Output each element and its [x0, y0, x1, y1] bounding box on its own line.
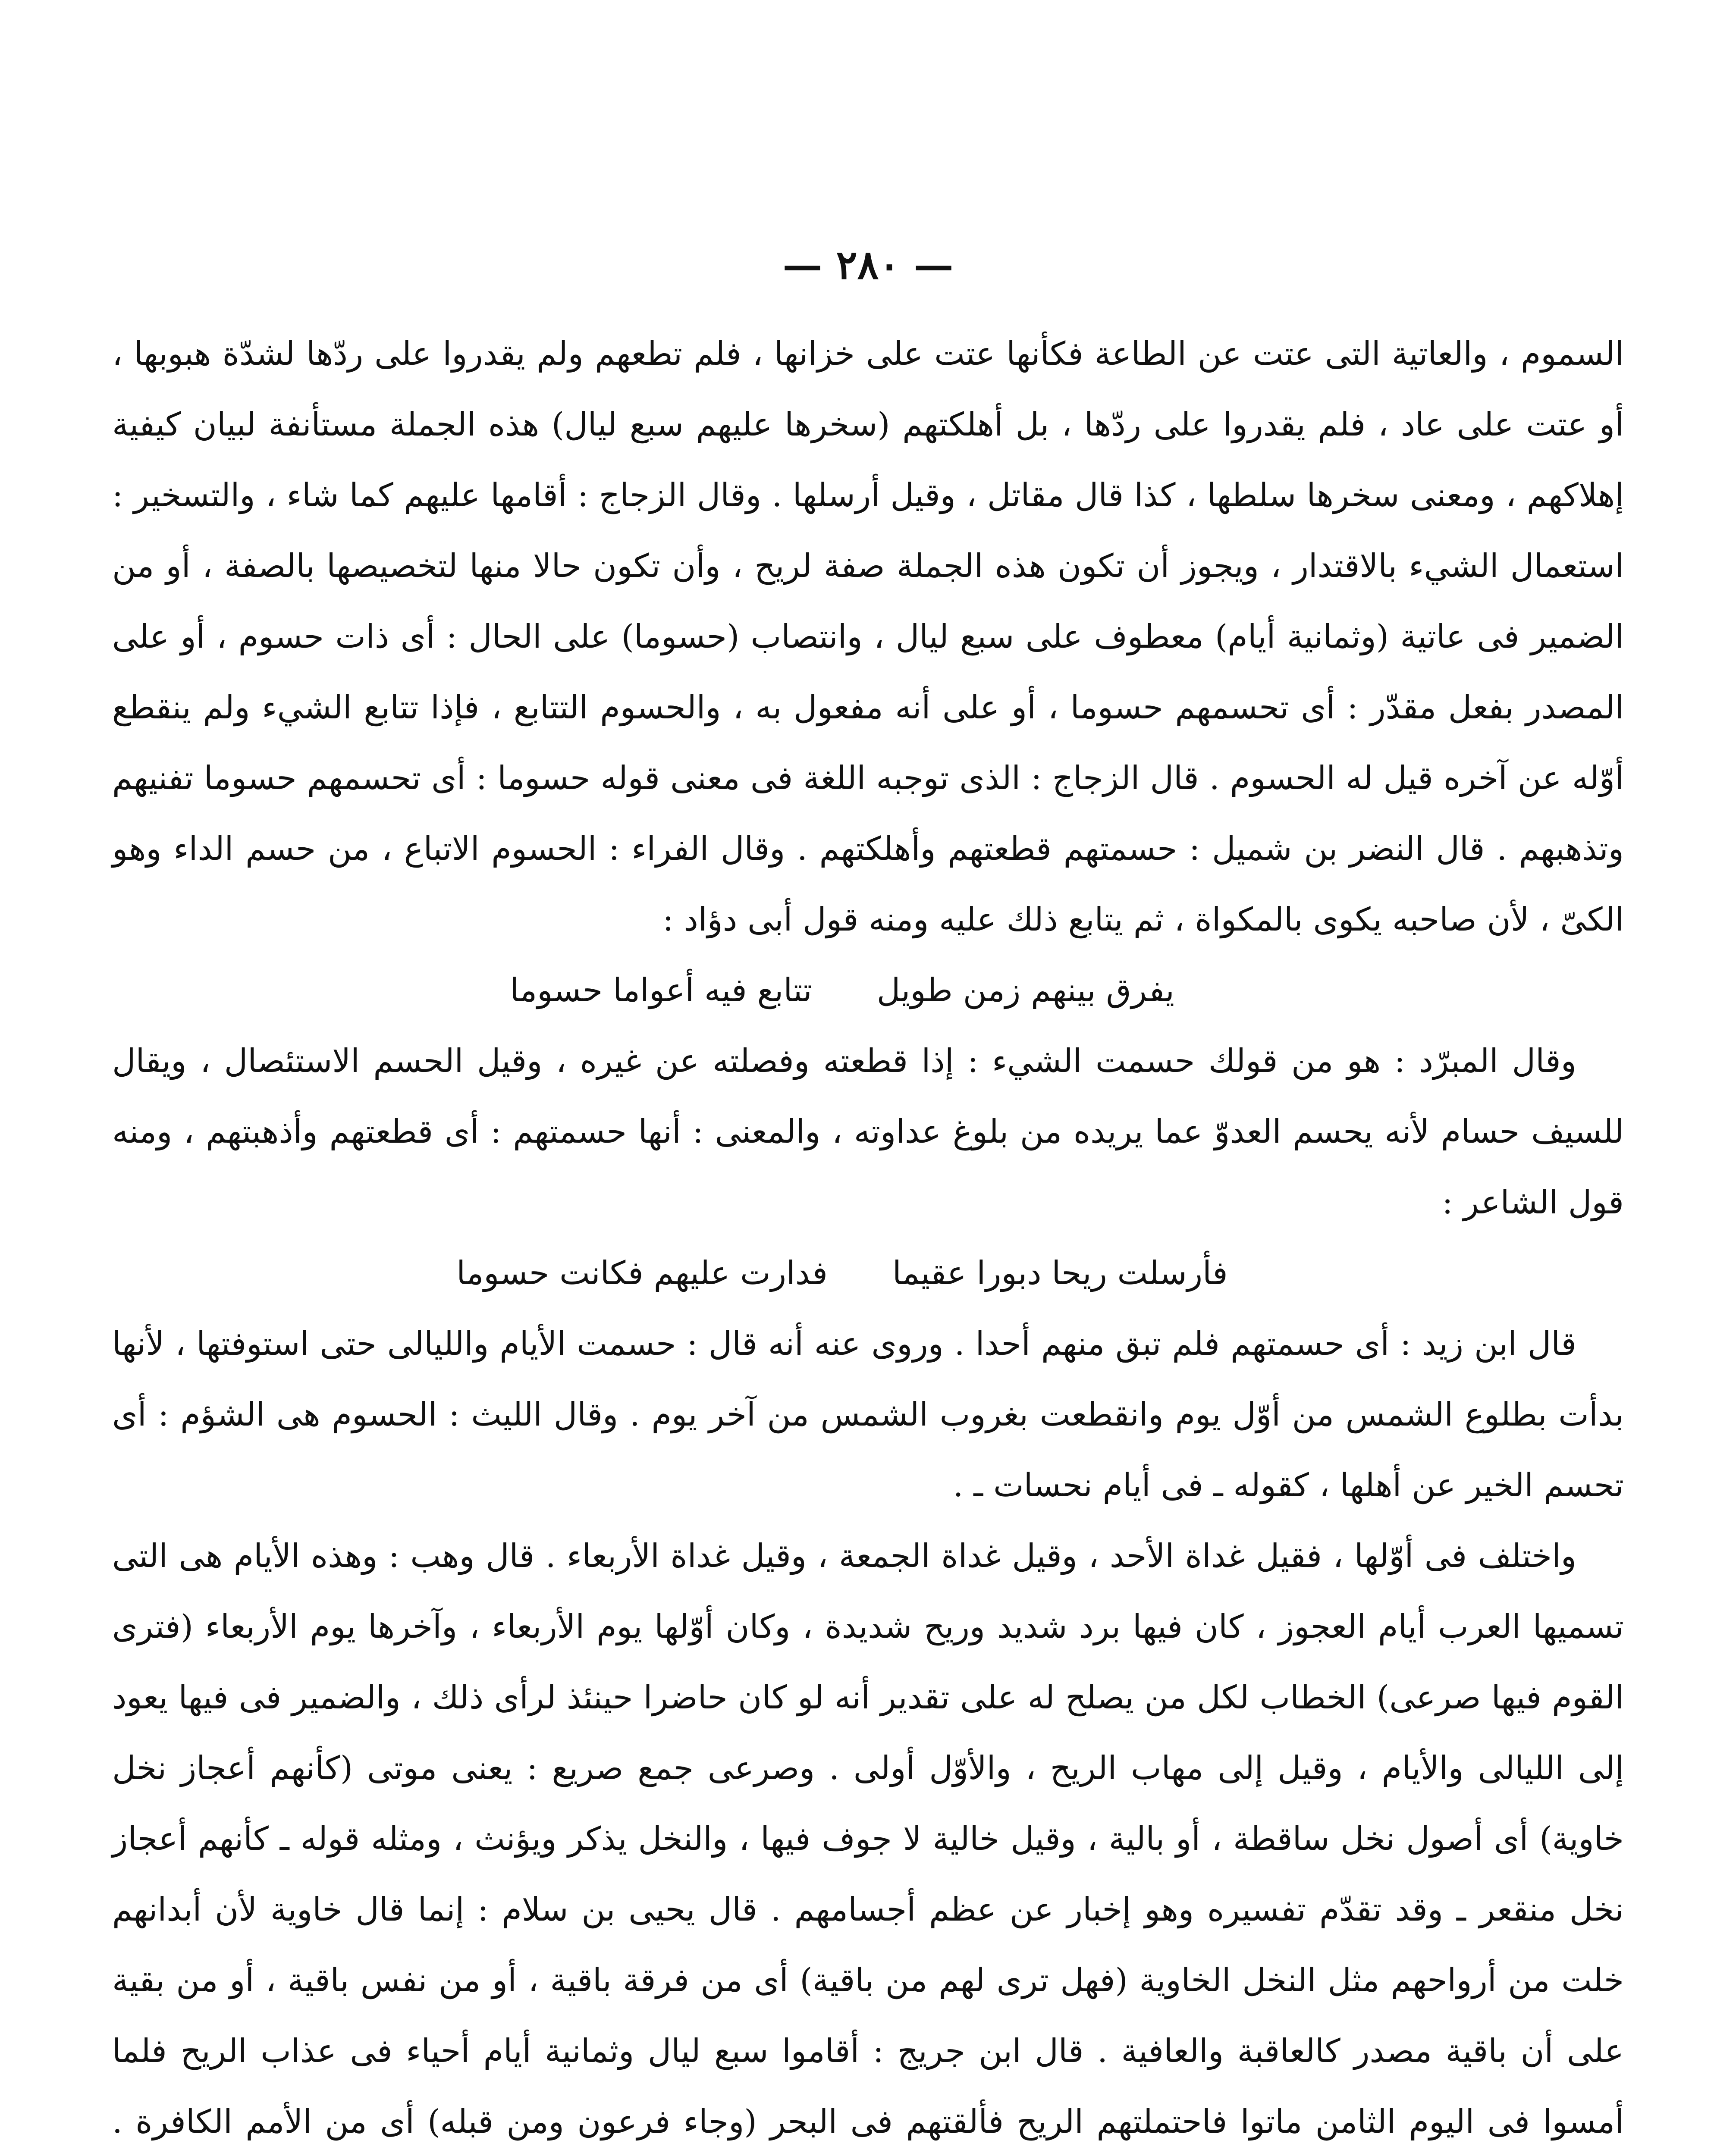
verse-2 [112, 1238, 1624, 1308]
paragraph-4: واختلف فى أوّلها ، فقيل غداة الأحد ، وقيل غداة الجمعة ، وقيل غداة الأربعاء . قال وهب : وهذه الأيام هى التى تسميها العرب أيام العجوز ، كان فيها برد شديد وريح شديدة ، وكان أوّلها يوم الأربعاء ، وآخرها يوم الأربعاء (فترى القوم فيها صرعى) الخطاب لكل من يصلح له على تقدير أنه لو كان حاضرا حينئذ لرأى ذلك ، والضمير فى فيها يعود إلى الليالى والأيام ، وقيل إلى مهاب الريح ، والأوّل أولى . وصرعى جمع صريع : يعنى موتى (كأنهم أعجاز نخل خاوية) أى أصول نخل ساقطة ، أو بالية ، وقيل خالية لا جوف فيها ، والنخل يذكر ويؤنث ، ومثله قوله ـ كأنهم أعجاز نخل منقعر ـ وقد تقدّم تفسيره وهو إخبار عن عظم أجسامهم . قال يحيى بن سلام : إنما قال خاوية لأن أبدانهم خلت من أرواحهم مثل النخل الخاوية (فهل ترى لهم من باقية) أى من فرقة باقية ، أو من نفس باقية ، أو من بقية على أن باقية مصدر كالعاقبة والعافية . قال ابن جريج : أقاموا سبع ليال وثمانية أيام أحياء فى عذاب الريح فلما أمسوا فى اليوم الثامن ماتوا فاحتملتهم الريح فألقتهم فى البحر (وجاء فرعون ومن قبله) أى من الأمم الكافرة . [112, 1537, 1624, 2140]
paragraph-1: السموم ، والعاتية التى عتت عن الطاعة فكأنها عتت على خزانها ، فلم تطعهم ولم يقدروا على ردّها لشدّة هبوبها ، أو عتت على عاد ، فلم يقدروا على ردّها ، بل أهلكتهم (سخرها عليهم سبع ليال) هذه الجملة مستأنفة لبيان كيفية إهلاكهم ، ومعنى سخرها سلطها ، كذا قال مقاتل ، وقيل أرسلها . وقال الزجاج : أقامها عليهم كما شاء ، والتسخير : استعمال الشيء بالاقتدار ، ويجوز أن تكون هذه الجملة صفة لريح ، وأن تكون حالا منها لتخصيصها بالصفة ، أو من الضمير فى عاتية (وثمانية أيام) معطوف على سبع ليال ، وانتصاب (حسوما) على الحال : أى ذات حسوم ، أو على المصدر بفعل مقدّر : أى تحسمهم حسوما ، أو على أنه مفعول به ، والحسوم التتابع ، فإذا تتابع الشيء ولم ينقطع أوّله عن آخره قيل له الحسوم . قال الزجاج : الذى توجبه اللغة فى معنى قوله حسوما : أى تحسمهم حسوما تفنيهم وتذهبهم . قال النضر بن شميل : حسمتهم قطعتهم وأهلكتهم . وقال الفراء : الحسوم الاتباع ، من حسم الداء وهو الكىّ ، لأن صاحبه يكوى بالمكواة ، ثم يتابع ذلك عليه ومنه قول أبى دؤاد : [112, 335, 1624, 938]
verse-2-hemistich-2: فدارت عليهم فكانت حسوما [456, 1254, 828, 1292]
paragraph-3: قال ابن زيد : أى حسمتهم فلم تبق منهم أحدا . وروى عنه أنه قال : حسمت الأيام والليالى حتى استوفتها ، لأنها بدأت بطلوع الشمس من أوّل يوم وانقطعت بغروب الشمس من آخر يوم . وقال الليث : الحسوم هى الشؤم : أى تحسم الخير عن أهلها ، كقوله ـ فى أيام نحسات ـ . [112, 1325, 1624, 1504]
page-number: — ٢٨٠ — [782, 241, 954, 288]
paragraph-2: وقال المبرّد : هو من قولك حسمت الشيء : إذا قطعته وفصلته عن غيره ، وقيل الحسم الاستئصال ، ويقال للسيف حسام لأنه يحسم العدوّ عما يريده من بلوغ عداوته ، والمعنى : أنها حسمتهم : أى قطعتهم وأذهبتهم ، ومنه قول الشاعر : [112, 1042, 1624, 1221]
verse-1-hemistich-1: يفرق بينهم زمن طويل [876, 971, 1174, 1009]
verse-1 [112, 955, 1624, 1025]
verse-1-hemistich-2: تتابع فيه أعواما حسوما [510, 971, 812, 1009]
verse-2-hemistich-1: فأرسلت ريحا دبورا عقيما [892, 1254, 1228, 1292]
